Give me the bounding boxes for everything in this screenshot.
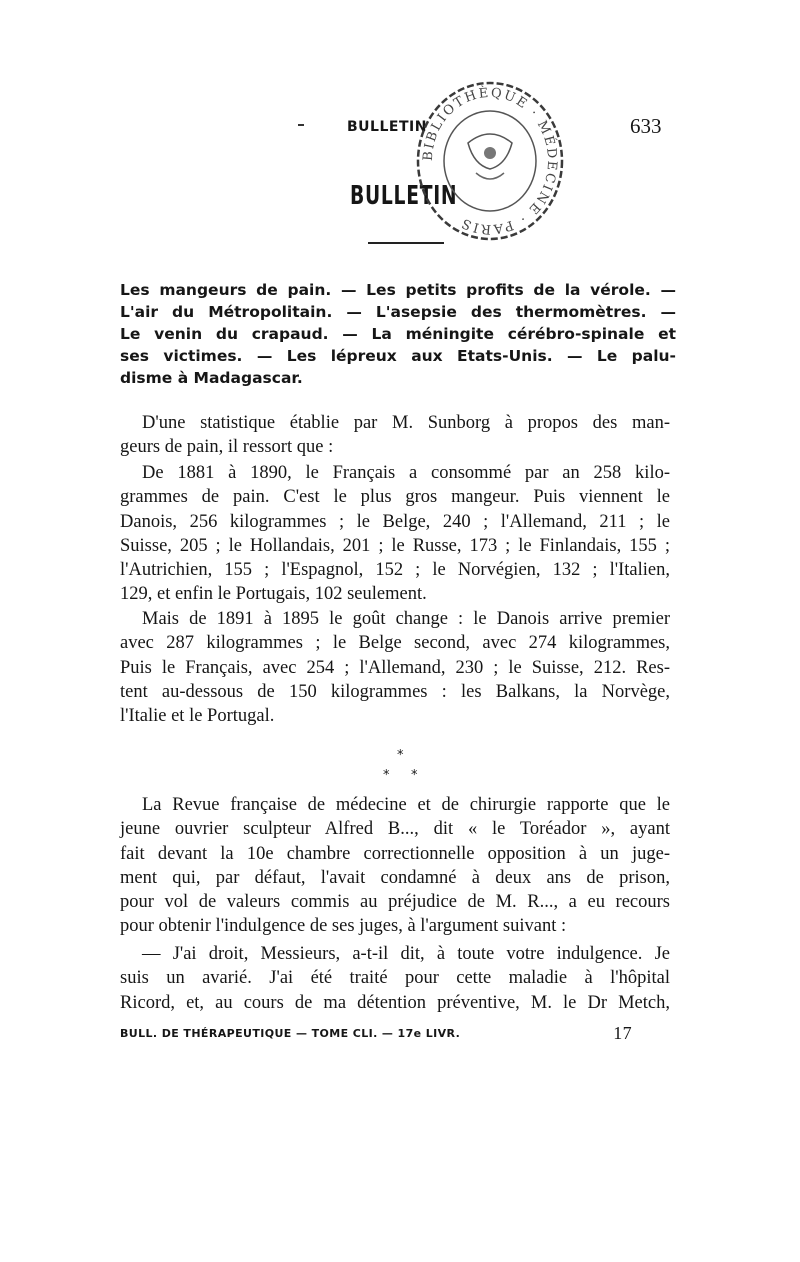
text-line: Danois, 256 kilogrammes ; le Belge, 240 ; l'Allemand, 211 ; le [120, 511, 670, 532]
text-line: Suisse, 205 ; le Hollandais, 201 ; le Russe, 173 ; le Finlandais, 155 ; [120, 535, 670, 556]
text-line: l'Italie et le Portugal. [120, 706, 275, 727]
paragraph-revue-francaise [120, 793, 670, 939]
separator-star: * [397, 748, 404, 763]
paragraph-toreador-quote [120, 942, 670, 1015]
text-line: pour obtenir l'indulgence de ses juges, à l'argument suivant : [120, 916, 567, 937]
text-line: tent au-dessous de 150 kilogrammes : les Balkans, la Norvège, [120, 681, 670, 702]
text-line: grammes de pain. C'est le plus gros mangeur. Puis viennent le [120, 487, 670, 508]
summary-line: L'air du Métropolitain. — L'asepsie des thermomètres. — [120, 303, 676, 321]
chapter-summary [120, 279, 676, 389]
paragraph-1881-1890 [120, 461, 670, 607]
text-line: — J'ai droit, Messieurs, a-t-il dit, à toute votre indulgence. Je [142, 944, 670, 964]
stamp-caption: BIBLIOTHÈQUE · MÉDECINE · PARIS [420, 85, 560, 237]
text-line: jeune ouvrier sculpteur Alfred B..., dit « le Toréador », ayant [120, 819, 670, 840]
footer-signature: BULL. DE THÉRAPEUTIQUE — TOME CLI. — 17e LIVR. [120, 1027, 461, 1040]
summary-line: Les mangeurs de pain. — Les petits profits de la vérole. — [120, 281, 676, 299]
text-line: Mais de 1891 à 1895 le goût change : le Danois arrive premier [142, 609, 670, 629]
summary-line: Le venin du crapaud. — La méningite cérébro-spinale et [120, 325, 676, 343]
summary-line: ses victimes. — Les lépreux aux Etats-Unis. — Le palu- [120, 347, 676, 365]
text-line: pour vol de valeurs commis au préjudice de M. R..., a eu recours [120, 892, 670, 913]
text-line: ment qui, par défaut, l'avait condamné à deux ans de prison, [120, 867, 670, 888]
text-line: avec 287 kilogrammes ; le Belge second, avec 274 kilogrammes, [120, 633, 670, 654]
text-line: Puis le Français, avec 254 ; l'Allemand, 230 ; le Suisse, 212. Res- [120, 657, 670, 678]
journal-heading: BULLETIN [350, 181, 458, 211]
svg-text:BIBLIOTHÈQUE · MÉDECINE · PARI [421, 85, 559, 237]
dash-mark [298, 124, 304, 126]
text-line: Ricord, et, au cours de ma détention préventive, M. le Dr Metch, [120, 992, 670, 1013]
text-line: De 1881 à 1890, le Français a consommé par an 258 kilo- [142, 463, 670, 483]
page-number: 633 [630, 114, 662, 138]
page-footer [120, 1023, 632, 1043]
text-line: La Revue française de médecine et de chirurgie rapporte que le [142, 795, 670, 815]
library-stamp-icon [410, 73, 570, 248]
paragraph-1891-1895 [120, 607, 670, 728]
text-line: fait devant la 10e chambre correctionnelle opposition à un juge- [120, 843, 670, 864]
asterism-separator [373, 748, 433, 790]
text-line: l'Autrichien, 155 ; l'Espagnol, 152 ; le Norvégien, 132 ; l'Italien, [120, 560, 670, 581]
text-line: geurs de pain, il ressort que : [120, 437, 334, 458]
text-line: 129, et enfin le Portugais, 102 seulement. [120, 584, 427, 605]
summary-line: disme à Madagascar. [120, 369, 303, 387]
sheet-number: 17 [613, 1023, 632, 1043]
separator-star: * [411, 768, 418, 783]
text-line: suis un avarié. J'ai été traité pour cette maladie à l'hôpital [120, 968, 670, 989]
text-line: D'une statistique établie par M. Sunborg à propos des man- [142, 413, 670, 433]
separator-star: * [383, 768, 390, 783]
paragraph-statistics-intro [120, 411, 670, 460]
running-head: BULLETIN [347, 119, 427, 135]
